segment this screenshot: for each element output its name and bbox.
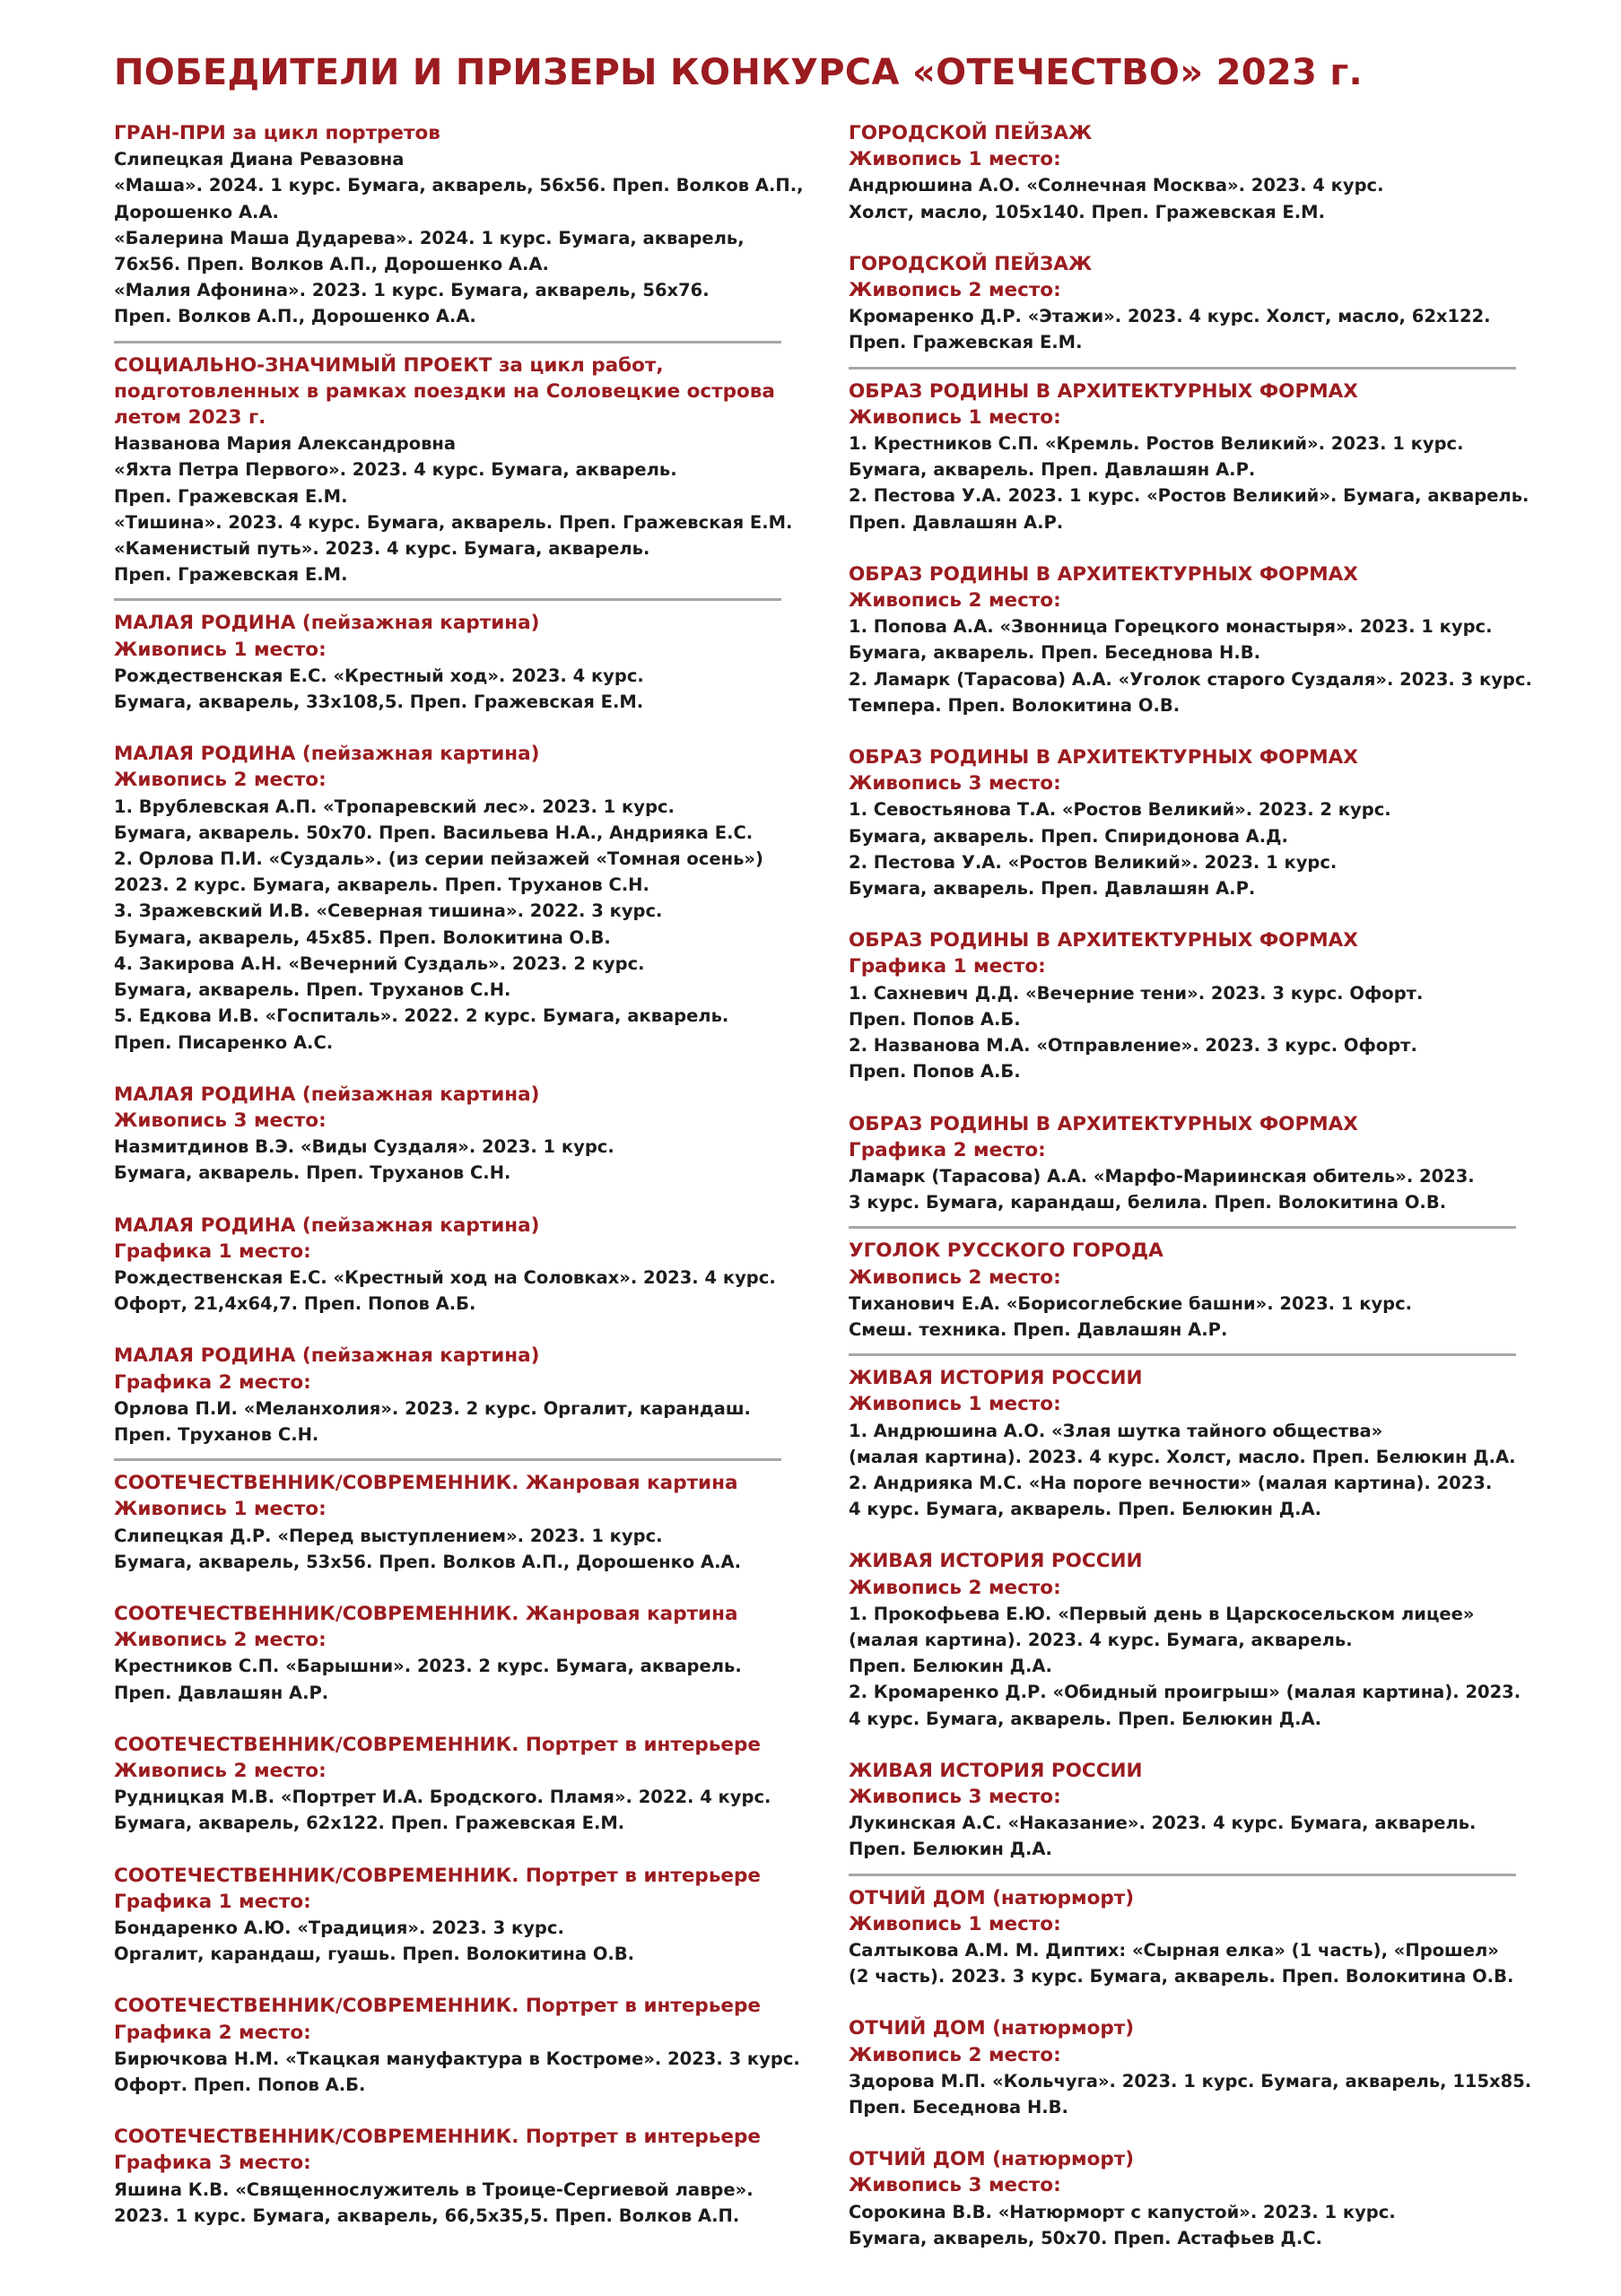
winner-line: 4 курс. Бумага, акварель. Преп. Белюкин Д.А. <box>849 1708 1322 1729</box>
category-title: СООТЕЧЕСТВЕННИК/СОВРЕМЕННИК. Портрет в интерьере <box>114 1733 761 1756</box>
award-place: Живопись 3 место: <box>849 772 1061 796</box>
left-column <box>114 120 804 2229</box>
winner-line: Крестников С.П. «Барышни». 2023. 2 курс. Бумага, акварель. <box>114 1656 742 1677</box>
winner-line: Бумага, акварель. Преп. Давлашян А.Р. <box>849 878 1256 900</box>
award-place: Живопись 2 место: <box>114 1759 327 1782</box>
category-title: ОБРАЗ РОДИНЫ В АРХИТЕКТУРНЫХ ФОРМАХ <box>849 1112 1358 1135</box>
category-title: летом 2023 г. <box>114 406 266 430</box>
winner-line: Бумага, акварель. Преп. Спиридонова А.Д. <box>849 825 1288 847</box>
winner-line: «Яхта Петра Первого». 2023. 4 курс. Бумага, акварель. <box>114 459 677 481</box>
winner-line: «Маша». 2024. 1 курс. Бумага, акварель, 56х56. Преп. Волков А.П., <box>114 175 804 196</box>
award-entry <box>849 251 1530 356</box>
winner-line: Яшина К.В. «Священнослужитель в Троице-Сергиевой лавре». <box>114 2179 754 2200</box>
winner-line: 2. Ламарк (Тарасова) А.А. «Уголок старого Суздаля». 2023. 3 курс. <box>849 668 1532 690</box>
section-divider <box>114 1458 781 1461</box>
winner-line: Преп. Белюкин Д.А. <box>849 1839 1052 1860</box>
winner-line: Оргалит, карандаш, гуашь. Преп. Волокитина О.В. <box>114 1944 635 1965</box>
winner-line: Бондаренко А.Ю. «Традиция». 2023. 3 курс. <box>114 1917 564 1938</box>
award-place: Живопись 2 место: <box>849 279 1061 302</box>
winner-line: Ламарк (Тарасова) А.А. «Марфо-Мариинская обитель». 2023. <box>849 1165 1475 1187</box>
award-place: Живопись 2 место: <box>114 1629 327 1652</box>
award-place: Живопись 2 место: <box>849 1265 1061 1289</box>
award-place: Живопись 3 место: <box>849 2174 1061 2197</box>
award-place: Живопись 1 место: <box>114 1498 327 1521</box>
right-column <box>849 120 1530 2251</box>
winner-line: «Каменистый путь». 2023. 4 курс. Бумага, акварель. <box>114 538 650 560</box>
award-place: Графика 3 место: <box>114 2152 311 2175</box>
award-entry <box>849 1758 1530 1863</box>
category-title: ГОРОДСКОЙ ПЕЙЗАЖ <box>849 252 1093 275</box>
award-entry <box>849 1548 1530 1731</box>
award-place: Живопись 1 место: <box>114 638 327 661</box>
category-title: СООТЕЧЕСТВЕННИК/СОВРЕМЕННИК. Жанровая картина <box>114 1472 738 1495</box>
award-place: Графика 2 место: <box>849 1138 1046 1161</box>
winner-line: Бумага, акварель. Преп. Давлашян А.Р. <box>849 459 1256 481</box>
winner-line: Бумага, акварель. Преп. Труханов С.Н. <box>114 979 511 1001</box>
award-place: Графика 1 место: <box>849 955 1046 978</box>
winner-line: Преп. Волков А.П., Дорошенко А.А. <box>114 306 476 327</box>
winner-line: Названова Мария Александровна <box>114 433 457 455</box>
award-entry <box>114 610 796 715</box>
winner-line: Темпера. Преп. Волокитина О.В. <box>849 694 1181 716</box>
winner-line: Бумага, акварель, 45х85. Преп. Волокитина О.В. <box>114 926 611 948</box>
award-place: Графика 2 место: <box>114 1370 311 1394</box>
section-divider <box>114 598 781 601</box>
winner-line: Слипецкая Диана Ревазовна <box>114 149 405 170</box>
category-title: МАЛАЯ РОДИНА (пейзажная картина) <box>114 612 540 635</box>
winner-line: Слипецкая Д.Р. «Перед выступлением». 2023. 1 курс. <box>114 1525 663 1546</box>
winner-line: Преп. Писаренко А.С. <box>114 1031 334 1053</box>
award-entry <box>849 744 1530 901</box>
winner-line: (малая картина). 2023. 4 курс. Холст, масло. Преп. Белюкин Д.А. <box>849 1446 1516 1467</box>
award-entry <box>114 741 796 1055</box>
category-title: ОБРАЗ РОДИНЫ В АРХИТЕКТУРНЫХ ФОРМАХ <box>849 379 1358 403</box>
winner-line: Рождественская Е.С. «Крестный ход на Соловках». 2023. 4 курс. <box>114 1266 776 1288</box>
winner-line: Смеш. техника. Преп. Давлашян А.Р. <box>849 1318 1228 1340</box>
winner-line: 1. Крестников С.П. «Кремль. Ростов Великий». 2023. 1 курс. <box>849 433 1464 455</box>
winner-line: Рождественская Е.С. «Крестный ход». 2023. 4 курс. <box>114 665 644 686</box>
category-title: СОЦИАЛЬНО-ЗНАЧИМЫЙ ПРОЕКТ за цикл работ, <box>114 353 664 377</box>
category-title: ОТЧИЙ ДОМ (натюрморт) <box>849 1886 1135 1909</box>
winner-line: Бумага, акварель, 33х108,5. Преп. Гражевская Е.М. <box>114 691 644 713</box>
award-entry <box>849 2146 1530 2251</box>
award-entry <box>849 927 1530 1084</box>
winner-line: 5. Едкова И.В. «Госпиталь». 2022. 2 курс. Бумага, акварель. <box>114 1005 729 1027</box>
winner-line: (2 часть). 2023. 3 курс. Бумага, акварель. Преп. Волокитина О.В. <box>849 1966 1514 1987</box>
winner-line: Бумага, акварель. 50х70. Преп. Васильева Н.А., Андрияка Е.С. <box>114 822 754 843</box>
winner-line: 3. Зражевский И.В. «Северная тишина». 2022. 3 курс. <box>114 900 663 922</box>
winner-line: 2023. 1 курс. Бумага, акварель, 66,5х35,5. Преп. Волков А.П. <box>114 2205 740 2226</box>
winner-line: Рудницкая М.В. «Портрет И.А. Бродского. Пламя». 2022. 4 курс. <box>114 1787 771 1808</box>
winner-line: Назмитдинов В.Э. «Виды Суздаля». 2023. 1 курс. <box>114 1136 614 1158</box>
award-entry <box>114 2124 796 2229</box>
category-title: ОБРАЗ РОДИНЫ В АРХИТЕКТУРНЫХ ФОРМАХ <box>849 746 1358 770</box>
winner-line: 1. Попова А.А. «Звонница Горецкого монастыря». 2023. 1 курс. <box>849 616 1493 638</box>
category-title: МАЛАЯ РОДИНА (пейзажная картина) <box>114 1083 540 1106</box>
winner-line: 2. Названова М.А. «Отправление». 2023. 3 курс. Офорт. <box>849 1035 1417 1057</box>
award-place: Живопись 1 место: <box>849 1912 1061 1935</box>
category-title: ЖИВАЯ ИСТОРИЯ РОССИИ <box>849 1550 1143 1573</box>
winner-line: 2. Кромаренко Д.Р. «Обидный проигрыш» (малая картина). 2023. <box>849 1682 1521 1703</box>
award-entry <box>849 2015 1530 2120</box>
category-title: ОБРАЗ РОДИНЫ В АРХИТЕКТУРНЫХ ФОРМАХ <box>849 929 1358 952</box>
winner-line: Орлова П.И. «Меланхолия». 2023. 2 курс. Оргалит, карандаш. <box>114 1397 751 1419</box>
award-entry <box>114 1343 796 1448</box>
winner-line: 1. Сахневич Д.Д. «Вечерние тени». 2023. 3 курс. Офорт. <box>849 982 1424 1004</box>
winner-line: Преп. Гражевская Е.М. <box>114 485 348 507</box>
winner-line: Здорова М.П. «Кольчуга». 2023. 1 курс. Бумага, акварель, 115х85. <box>849 2070 1532 2092</box>
winner-line: 2. Пестова У.А. «Ростов Великий». 2023. 1 курс. <box>849 851 1338 873</box>
award-place: Графика 2 место: <box>114 2021 311 2044</box>
winner-line: Преп. Попов А.Б. <box>849 1061 1021 1083</box>
winner-line: Сорокина В.В. «Натюрморт с капустой». 2023. 1 курс. <box>849 2201 1396 2222</box>
winner-line: Преп. Белюкин Д.А. <box>849 1656 1052 1677</box>
winner-line: Преп. Гражевская Е.М. <box>114 564 348 586</box>
award-entry <box>849 1111 1530 1216</box>
winner-line: Преп. Беседнова Н.В. <box>849 2097 1068 2118</box>
award-place: Живопись 2 место: <box>849 2043 1061 2066</box>
award-place: Живопись 2 место: <box>114 769 327 792</box>
winner-line: 1. Прокофьева Е.Ю. «Первый день в Царскосельском лицее» <box>849 1603 1475 1624</box>
award-place: Живопись 2 место: <box>849 1576 1061 1599</box>
award-entry <box>114 1601 796 1706</box>
award-entry <box>849 1885 1530 1990</box>
winner-line: Офорт. Преп. Попов А.Б. <box>114 2074 366 2095</box>
winner-line: 4 курс. Бумага, акварель. Преп. Белюкин Д.А. <box>849 1499 1322 1520</box>
winner-line: Дорошенко А.А. <box>114 201 279 222</box>
winner-line: «Малия Афонина». 2023. 1 курс. Бумага, акварель, 56х76. <box>114 280 710 301</box>
category-title: СООТЕЧЕСТВЕННИК/СОВРЕМЕННИК. Портрет в интерьере <box>114 1864 761 1887</box>
award-place: Живопись 2 место: <box>849 589 1061 613</box>
category-title: СООТЕЧЕСТВЕННИК/СОВРЕМЕННИК. Портрет в интерьере <box>114 1995 761 2018</box>
winner-line: Преп. Давлашян А.Р. <box>849 511 1064 533</box>
section-divider <box>849 1874 1516 1876</box>
category-title: ОБРАЗ РОДИНЫ В АРХИТЕКТУРНЫХ ФОРМАХ <box>849 562 1358 586</box>
winner-line: Бумага, акварель, 62х122. Преп. Гражевская Е.М. <box>114 1813 625 1834</box>
winner-line: (малая картина). 2023. 4 курс. Бумага, акварель. <box>849 1629 1353 1650</box>
category-title: МАЛАЯ РОДИНА (пейзажная картина) <box>114 1213 540 1237</box>
winner-line: 1. Врублевская А.П. «Тропаревский лес». 2023. 1 курс. <box>114 796 675 817</box>
category-title: МАЛАЯ РОДИНА (пейзажная картина) <box>114 743 540 766</box>
winner-line: Тиханович Е.А. «Борисоглебские башни». 2023. 1 курс. <box>849 1292 1413 1314</box>
award-place: Графика 1 место: <box>114 1239 311 1263</box>
category-title: ЖИВАЯ ИСТОРИЯ РОССИИ <box>849 1759 1143 1782</box>
award-entry <box>114 1732 796 1837</box>
award-entry <box>114 1470 796 1575</box>
award-entry <box>114 1082 796 1187</box>
award-entry <box>849 561 1530 718</box>
award-place: Живопись 3 место: <box>849 1785 1061 1808</box>
category-title: СООТЕЧЕСТВЕННИК/СОВРЕМЕННИК. Портрет в интерьере <box>114 2126 761 2149</box>
category-title: ЖИВАЯ ИСТОРИЯ РОССИИ <box>849 1367 1143 1390</box>
award-entry <box>849 1365 1530 1522</box>
category-title: УГОЛОК РУССКОГО ГОРОДА <box>849 1239 1163 1263</box>
winner-line: «Балерина Маша Дударева». 2024. 1 курс. Бумага, акварель, <box>114 227 745 248</box>
award-entry <box>114 120 804 330</box>
award-entry <box>114 1863 796 1968</box>
winner-line: Преп. Давлашян А.Р. <box>114 1682 329 1703</box>
award-entry <box>114 1993 800 2098</box>
award-entry <box>114 1213 796 1318</box>
award-place: Живопись 3 место: <box>114 1109 327 1132</box>
winner-line: Андрюшина А.О. «Солнечная Москва». 2023. 4 курс. <box>849 175 1384 196</box>
section-divider <box>114 341 781 344</box>
winner-line: 1. Севостьянова Т.А. «Ростов Великий». 2023. 2 курс. <box>849 799 1391 821</box>
winner-line: Офорт, 21,4х64,7. Преп. Попов А.Б. <box>114 1293 476 1315</box>
winner-line: Бирючкова Н.М. «Ткацкая мануфактура в Костроме». 2023. 3 курс. <box>114 2048 800 2069</box>
award-place: Живопись 1 место: <box>849 405 1061 429</box>
winner-line: 2. Пестова У.А. 2023. 1 курс. «Ростов Великий». Бумага, акварель. <box>849 485 1529 507</box>
category-title: МАЛАЯ РОДИНА (пейзажная картина) <box>114 1344 540 1368</box>
winner-line: 2. Орлова П.И. «Суздаль». (из серии пейзажей «Томная осень») <box>114 848 763 870</box>
winner-line: Бумага, акварель, 50х70. Преп. Астафьев Д.С. <box>849 2227 1322 2248</box>
category-title: ГРАН-ПРИ за цикл портретов <box>114 122 440 144</box>
category-title: ГОРОДСКОЙ ПЕЙЗАЖ <box>849 122 1093 144</box>
award-entry <box>849 378 1530 535</box>
section-divider <box>849 367 1516 370</box>
winner-line: Преп. Труханов С.Н. <box>114 1423 319 1445</box>
winner-line: 1. Андрюшина А.О. «Злая шутка тайного общества» <box>849 1420 1383 1441</box>
award-entry <box>849 120 1530 225</box>
category-title: ОТЧИЙ ДОМ (натюрморт) <box>849 2017 1135 2040</box>
page-title: ПОБЕДИТЕЛИ И ПРИЗЕРЫ КОНКУРСА «ОТЕЧЕСТВО» 2023 г. <box>114 52 1364 93</box>
category-title: ОТЧИЙ ДОМ (натюрморт) <box>849 2148 1135 2171</box>
winner-line: Лукинская А.С. «Наказание». 2023. 4 курс. Бумага, акварель. <box>849 1813 1477 1834</box>
winner-line: «Тишина». 2023. 4 курс. Бумага, акварель. Преп. Гражевская Е.М. <box>114 511 793 533</box>
winner-line: 3 курс. Бумага, карандаш, белила. Преп. Волокитина О.В. <box>849 1192 1447 1213</box>
award-place: Графика 1 место: <box>114 1890 311 1913</box>
winner-line: Бумага, акварель. Преп. Беседнова Н.В. <box>849 642 1261 664</box>
winner-line: Бумага, акварель. Преп. Труханов С.Н. <box>114 1162 511 1184</box>
section-divider <box>849 1353 1516 1356</box>
winner-line: 2023. 2 курс. Бумага, акварель. Преп. Труханов С.Н. <box>114 874 649 896</box>
category-title: подготовленных в рамках поездки на Соловецкие острова <box>114 379 775 403</box>
winner-line: 76х56. Преп. Волков А.П., Дорошенко А.А. <box>114 254 549 275</box>
winner-line: Салтыкова А.М. М. Диптих: «Сырная елка» (1 часть), «Прошел» <box>849 1939 1499 1961</box>
section-divider <box>849 1226 1516 1229</box>
category-title: СООТЕЧЕСТВЕННИК/СОВРЕМЕННИК. Жанровая картина <box>114 1602 738 1625</box>
award-entry <box>114 352 796 588</box>
winner-line: Преп. Попов А.Б. <box>849 1008 1021 1030</box>
winner-line: 2. Андрияка М.С. «На пороге вечности» (малая картина). 2023. <box>849 1472 1493 1493</box>
winner-line: Бумага, акварель, 53х56. Преп. Волков А.П., Дорошенко А.А. <box>114 1551 741 1572</box>
award-entry <box>849 1238 1530 1343</box>
winner-line: Кромаренко Д.Р. «Этажи». 2023. 4 курс. Холст, масло, 62х122. <box>849 306 1491 327</box>
award-place: Живопись 1 место: <box>849 148 1061 171</box>
winner-line: Преп. Гражевская Е.М. <box>849 332 1083 353</box>
winner-line: Холст, масло, 105х140. Преп. Гражевская Е.М. <box>849 201 1325 222</box>
winner-line: 4. Закирова А.Н. «Вечерний Суздаль». 2023. 2 курс. <box>114 952 645 974</box>
award-place: Живопись 1 место: <box>849 1393 1061 1416</box>
